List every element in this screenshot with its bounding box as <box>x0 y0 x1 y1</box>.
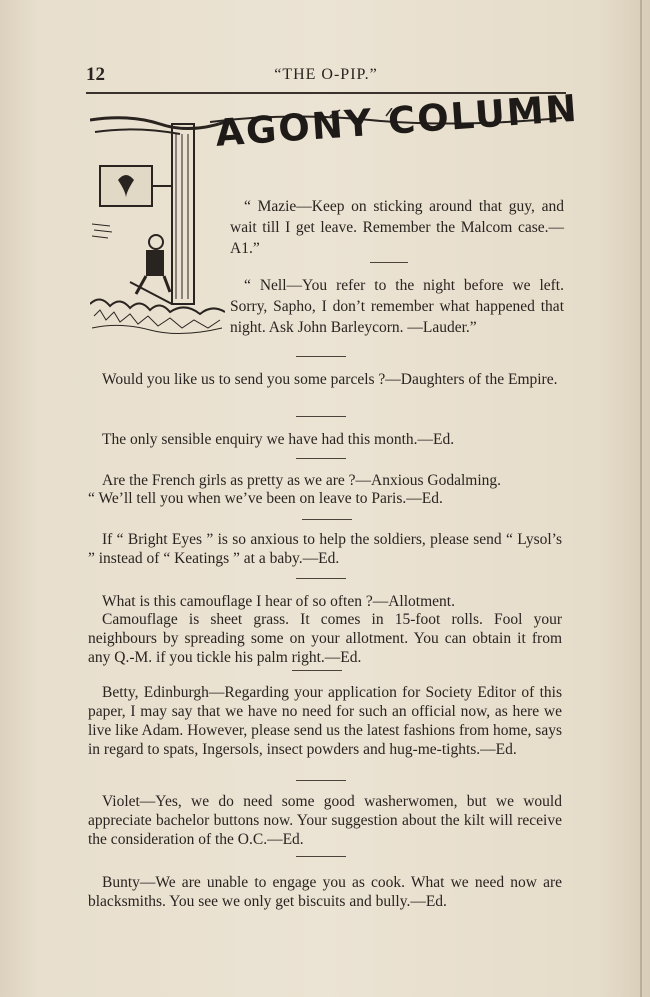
entry-french-girls: Are the French girls as pretty as we are ?—Anxious Godalming. <box>102 472 502 489</box>
agony-column-heading: AGONY COLUMN <box>214 86 580 155</box>
page-number: 12 <box>86 64 105 85</box>
entry-parcels: Would you like us to send you some parcels ?—Daughters of the Empire. <box>102 371 558 388</box>
entry-sensible-enquiry: The only sensible enquiry we have had this month.—Ed. <box>102 431 455 448</box>
tree-and-soldier-illustration <box>90 114 225 338</box>
divider-rule <box>296 416 346 417</box>
entry-camouflage-answer: Camouflage is sheet grass. It comes in 15-foot rolls. Fool your neighbours by spreading some on your allotment. You can obtain it from any Q.-M. if you tickle his palm right.—Ed. <box>88 611 562 666</box>
divider-rule <box>370 262 408 263</box>
entry-french-girls-reply: “ We’ll tell you when we’ve been on leave to Paris.—Ed. <box>88 490 443 507</box>
entry-betty-edinburgh: Betty, Edinburgh—Regarding your application for Society Editor of this paper, I may say that we have no need for such an official now, as here we live like Adam. However, please send us the latest fashions from home, says in regard to spats, Ingersols, insect powders and hug-me-tights.—Ed. <box>88 684 562 758</box>
entry-bunty: Bunty—We are unable to engage you as cook. What we need now are blacksmiths. You see we only get biscuits and bully.—Ed. <box>88 874 562 910</box>
entry-violet: Violet—Yes, we do need some good washerwomen, but we would appreciate bachelor buttons now. Your suggestion about the kilt will receive the consideration of the O.C.—Ed. <box>88 793 562 848</box>
entry-mazie: “ Mazie—Keep on sticking around that guy, and wait till I get leave. Remember the Malcom case.—A1.” <box>230 198 564 257</box>
divider-rule <box>292 670 342 671</box>
entry-nell: “ Nell—You refer to the night before we left. Sorry, Sapho, I don’t remember what happened that night. Ask John Barleycorn. —Lauder.” <box>230 277 564 336</box>
divider-rule <box>302 519 352 520</box>
entry-bright-eyes: If “ Bright Eyes ” is so anxious to help the soldiers, please send “ Lysol’s ” instead of “ Keatings ” at a baby.—Ed. <box>88 531 562 567</box>
divider-rule <box>296 458 346 459</box>
entry-camouflage-question: What is this camouflage I hear of so often ?—Allotment. <box>102 593 455 610</box>
divider-rule <box>296 356 346 357</box>
divider-rule <box>296 856 346 857</box>
running-title: “THE O-PIP.” <box>274 66 378 83</box>
page-header <box>86 62 566 94</box>
page-spine <box>640 0 642 997</box>
divider-rule <box>296 578 346 579</box>
divider-rule <box>296 780 346 781</box>
